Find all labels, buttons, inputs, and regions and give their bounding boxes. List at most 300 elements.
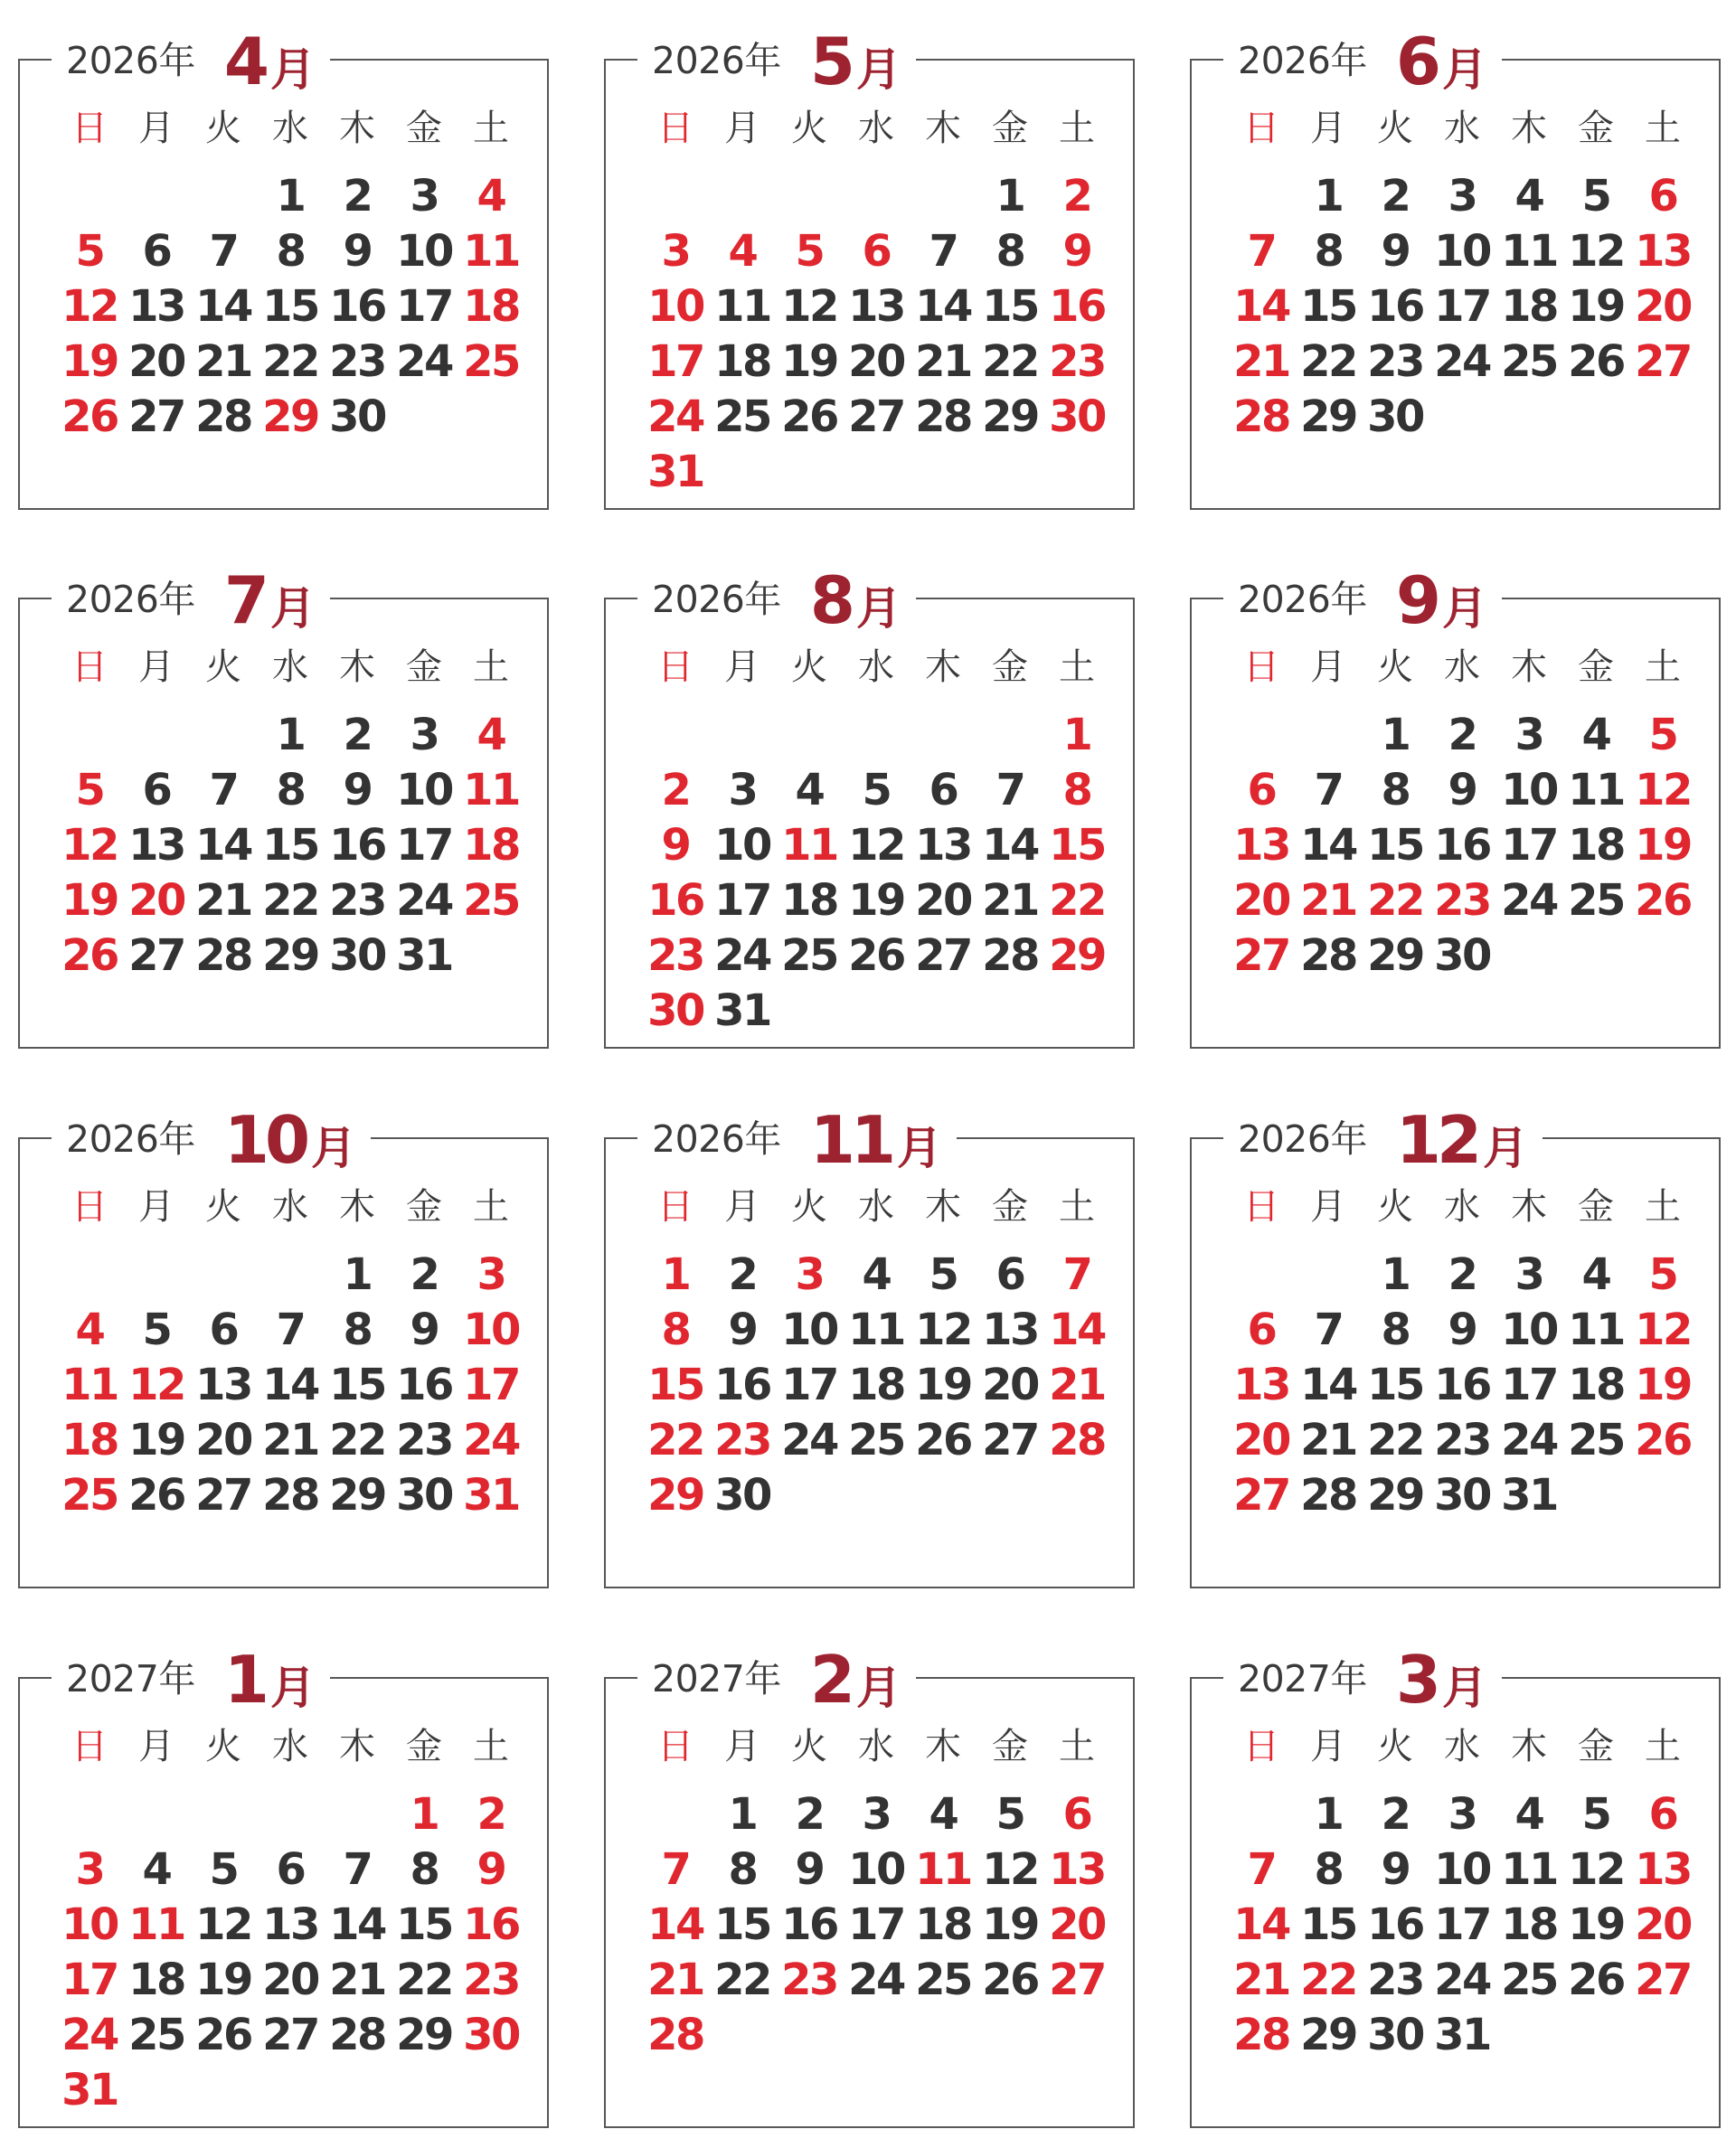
day-cell: 4 [1514, 171, 1543, 221]
day-cell: 8 [343, 1305, 372, 1355]
day-cell: 22 [396, 1955, 452, 2005]
day-cell: 9 [1381, 1844, 1410, 1895]
day-cell: 16 [463, 1899, 519, 1950]
weekday-label: 火 [1377, 1186, 1413, 1228]
day-cell: 6 [1247, 765, 1276, 815]
year-label: 2027年 [652, 1657, 781, 1700]
month-kanji: 月 [855, 1662, 901, 1714]
day-cell: 20 [915, 875, 971, 926]
month-number: 12 [1395, 1102, 1478, 1178]
weekday-label: 土 [1645, 1726, 1681, 1767]
day-cell: 23 [1049, 336, 1105, 387]
day-cell: 7 [929, 226, 958, 277]
weekday-label: 木 [339, 108, 375, 149]
empty-cell [1228, 708, 1295, 763]
day-cell: 29 [1367, 930, 1423, 981]
day-cell: 31 [61, 2065, 118, 2115]
day-cell: 1 [1314, 1789, 1343, 1840]
month-number: 4 [223, 24, 265, 99]
day-cell: 3 [1514, 710, 1543, 760]
day-cell: 28 [1049, 1415, 1105, 1465]
weekday-label: 土 [473, 1726, 509, 1767]
day-cell: 5 [1581, 171, 1610, 221]
day-cell: 6 [929, 765, 958, 815]
day-cell: 18 [463, 820, 519, 871]
day-cell: 21 [195, 875, 251, 926]
month-calendar [1190, 1102, 1721, 1588]
day-cell: 21 [982, 875, 1038, 926]
empty-cell [190, 1787, 257, 1842]
day-cell: 20 [1233, 1415, 1289, 1465]
empty-cell [910, 708, 976, 763]
day-cell: 7 [1314, 1305, 1343, 1355]
day-cell: 21 [915, 336, 971, 387]
day-cell: 12 [1635, 765, 1691, 815]
day-cell: 21 [1233, 1955, 1289, 2005]
day-cell: 8 [1381, 1305, 1410, 1355]
day-cell: 4 [1581, 710, 1610, 760]
month-number: 1 [223, 1642, 265, 1718]
day-cell: 5 [75, 226, 104, 277]
weekday-label: 火 [1377, 1726, 1413, 1767]
year-label: 2027年 [1238, 1657, 1367, 1700]
day-cell: 30 [1434, 930, 1490, 981]
day-cell: 26 [128, 1470, 184, 1521]
day-cell: 26 [61, 391, 118, 442]
day-cell: 28 [1300, 1470, 1356, 1521]
day-cell: 2 [476, 1789, 505, 1840]
weekday-label: 水 [858, 1186, 894, 1228]
day-cell: 9 [795, 1844, 824, 1895]
year-label: 2026年 [1238, 578, 1367, 621]
day-cell: 12 [195, 1899, 251, 1950]
day-cell: 17 [781, 1360, 837, 1410]
day-cell: 2 [1448, 710, 1477, 760]
day-cell: 31 [647, 447, 703, 497]
day-cell: 5 [75, 765, 104, 815]
day-cell: 20 [1049, 1899, 1105, 1950]
day-cell: 16 [647, 875, 703, 926]
day-cell: 30 [463, 2010, 519, 2060]
empty-cell [843, 708, 910, 763]
day-cell: 17 [1434, 281, 1490, 332]
weekday-label: 土 [473, 1186, 509, 1228]
day-cell: 3 [75, 1844, 104, 1895]
day-cell: 24 [848, 1955, 904, 2005]
weekday-label: 水 [272, 1726, 308, 1767]
day-cell: 10 [714, 820, 770, 871]
day-cell: 14 [195, 820, 251, 871]
day-cell: 1 [343, 1249, 372, 1300]
empty-cell [843, 169, 910, 224]
day-cell: 6 [862, 226, 891, 277]
day-cell: 15 [1300, 281, 1356, 332]
day-cell: 12 [982, 1844, 1038, 1895]
empty-cell [776, 169, 843, 224]
day-cell: 21 [329, 1955, 385, 2005]
day-cell: 15 [647, 1360, 703, 1410]
day-cell: 4 [75, 1305, 104, 1355]
day-cell: 30 [1434, 1470, 1490, 1521]
day-cell: 29 [1049, 930, 1105, 981]
weekday-label: 水 [1444, 108, 1480, 149]
day-cell: 15 [1300, 1899, 1356, 1950]
weekday-row [642, 1184, 1110, 1229]
day-cell: 14 [329, 1899, 385, 1950]
empty-cell [190, 708, 257, 763]
day-cell: 16 [329, 820, 385, 871]
day-cell: 20 [128, 336, 184, 387]
day-cell: 6 [142, 765, 171, 815]
weekday-label: 月 [1310, 1186, 1346, 1228]
weekday-label: 月 [724, 1186, 760, 1228]
day-cell: 31 [463, 1470, 519, 1521]
month-header [637, 1641, 916, 1718]
day-grid [642, 1248, 1110, 1523]
day-cell: 8 [410, 1844, 439, 1895]
day-cell: 27 [915, 930, 971, 981]
day-cell: 24 [1501, 1415, 1557, 1465]
day-cell: 15 [262, 820, 318, 871]
day-cell: 23 [1434, 1415, 1490, 1465]
month-kanji: 月 [269, 582, 316, 635]
day-cell: 27 [128, 391, 184, 442]
day-cell: 17 [1501, 1360, 1557, 1410]
day-cell: 4 [1514, 1789, 1543, 1840]
day-cell: 8 [728, 1844, 757, 1895]
day-cell: 17 [1501, 820, 1557, 871]
day-cell: 21 [262, 1415, 318, 1465]
month-kanji: 月 [269, 1662, 316, 1714]
day-cell: 3 [410, 710, 439, 760]
month-header [1223, 1101, 1543, 1178]
day-cell: 25 [848, 1415, 904, 1465]
weekday-label: 金 [1578, 646, 1614, 688]
day-cell: 29 [262, 391, 318, 442]
weekday-label: 月 [1310, 646, 1346, 688]
weekday-label: 土 [473, 108, 509, 149]
day-grid [56, 1787, 524, 2118]
day-cell: 22 [714, 1955, 770, 2005]
month-number: 10 [223, 1102, 307, 1178]
day-cell: 25 [1501, 1955, 1557, 2005]
day-cell: 6 [1648, 1789, 1677, 1840]
day-cell: 31 [714, 985, 770, 1036]
weekday-label: 土 [1059, 1186, 1095, 1228]
day-cell: 5 [929, 1249, 958, 1300]
day-cell: 5 [1648, 1249, 1677, 1300]
day-cell: 15 [1049, 820, 1105, 871]
day-cell: 22 [1300, 336, 1356, 387]
weekday-label: 日 [1243, 1726, 1279, 1767]
day-cell: 16 [1434, 1360, 1490, 1410]
day-cell: 1 [1314, 171, 1343, 221]
day-cell: 23 [1367, 336, 1423, 387]
day-cell: 27 [982, 1415, 1038, 1465]
day-cell: 13 [915, 820, 971, 871]
day-cell: 22 [262, 336, 318, 387]
day-cell: 27 [128, 930, 184, 981]
day-cell: 8 [661, 1305, 690, 1355]
day-cell: 13 [1635, 226, 1691, 277]
day-grid [1228, 1787, 1696, 2063]
empty-cell [709, 169, 776, 224]
weekday-label: 木 [925, 1186, 961, 1228]
weekday-label: 火 [205, 646, 241, 688]
day-cell: 19 [195, 1955, 251, 2005]
weekday-label: 日 [657, 646, 693, 688]
day-cell: 28 [1233, 2010, 1289, 2060]
day-cell: 5 [795, 226, 824, 277]
weekday-label: 土 [1645, 1186, 1681, 1228]
day-cell: 25 [1501, 336, 1557, 387]
day-cell: 2 [410, 1249, 439, 1300]
day-cell: 20 [195, 1415, 251, 1465]
day-cell: 25 [61, 1470, 118, 1521]
weekday-row [56, 645, 524, 690]
month-calendar [18, 24, 549, 510]
month-kanji: 月 [1441, 1662, 1487, 1714]
day-cell: 27 [1233, 930, 1289, 981]
day-cell: 12 [61, 281, 118, 332]
day-cell: 14 [915, 281, 971, 332]
weekday-label: 木 [925, 1726, 961, 1767]
day-cell: 25 [128, 2010, 184, 2060]
day-cell: 2 [1448, 1249, 1477, 1300]
day-cell: 14 [1300, 820, 1356, 871]
weekday-label: 火 [791, 1726, 827, 1767]
day-cell: 3 [862, 1789, 891, 1840]
day-cell: 13 [128, 281, 184, 332]
empty-cell [123, 1787, 190, 1842]
day-grid [1228, 169, 1696, 445]
day-cell: 28 [1300, 930, 1356, 981]
weekday-label: 月 [724, 646, 760, 688]
weekday-label: 土 [1059, 1726, 1095, 1767]
weekday-label: 木 [925, 108, 961, 149]
weekday-label: 木 [925, 646, 961, 688]
day-cell: 23 [396, 1415, 452, 1465]
day-cell: 28 [195, 930, 251, 981]
day-cell: 23 [1434, 875, 1490, 926]
day-cell: 26 [781, 391, 837, 442]
day-cell: 23 [781, 1955, 837, 2005]
weekday-label: 日 [1243, 646, 1279, 688]
day-cell: 29 [1367, 1470, 1423, 1521]
month-header [52, 1641, 330, 1718]
day-cell: 6 [276, 1844, 305, 1895]
day-cell: 13 [128, 820, 184, 871]
day-cell: 18 [61, 1415, 118, 1465]
day-cell: 30 [1049, 391, 1105, 442]
day-cell: 2 [661, 765, 690, 815]
weekday-label: 水 [858, 1726, 894, 1767]
day-cell: 19 [61, 875, 118, 926]
weekday-label: 日 [1243, 1186, 1279, 1228]
weekday-label: 日 [71, 1186, 108, 1228]
day-cell: 31 [1501, 1470, 1557, 1521]
day-cell: 18 [714, 336, 770, 387]
day-cell: 24 [781, 1415, 837, 1465]
weekday-label: 水 [1444, 646, 1480, 688]
day-cell: 3 [1448, 1789, 1477, 1840]
month-calendar [604, 24, 1135, 510]
day-cell: 19 [915, 1360, 971, 1410]
day-cell: 20 [848, 336, 904, 387]
day-cell: 28 [329, 2010, 385, 2060]
empty-cell [1228, 1248, 1295, 1303]
day-cell: 18 [463, 281, 519, 332]
month-header [1223, 561, 1502, 636]
day-cell: 22 [1367, 875, 1423, 926]
day-cell: 8 [1314, 1844, 1343, 1895]
month-header [1223, 23, 1502, 97]
day-cell: 19 [781, 336, 837, 387]
day-cell: 2 [343, 171, 372, 221]
day-cell: 17 [714, 875, 770, 926]
day-cell: 31 [1434, 2010, 1490, 2060]
day-cell: 17 [396, 281, 452, 332]
day-cell: 2 [728, 1249, 757, 1300]
day-cell: 21 [195, 336, 251, 387]
day-cell: 10 [396, 765, 452, 815]
empty-cell [56, 1248, 123, 1303]
day-cell: 11 [1568, 765, 1624, 815]
day-cell: 30 [396, 1470, 452, 1521]
day-cell: 19 [1635, 820, 1691, 871]
weekday-label: 土 [473, 646, 509, 688]
weekday-label: 木 [339, 1726, 375, 1767]
day-cell: 5 [1581, 1789, 1610, 1840]
year-label: 2026年 [652, 578, 781, 621]
day-cell: 28 [915, 391, 971, 442]
day-cell: 5 [862, 765, 891, 815]
weekday-label: 月 [724, 1726, 760, 1767]
day-cell: 23 [647, 930, 703, 981]
year-label: 2026年 [66, 578, 195, 621]
day-cell: 12 [1635, 1305, 1691, 1355]
day-cell: 6 [1062, 1789, 1091, 1840]
empty-cell [1228, 169, 1295, 224]
day-cell: 11 [714, 281, 770, 332]
day-cell: 26 [982, 1955, 1038, 2005]
day-cell: 28 [982, 930, 1038, 981]
day-cell: 8 [1062, 765, 1091, 815]
day-cell: 19 [1568, 281, 1624, 332]
month-number: 9 [1395, 562, 1437, 638]
month-header [52, 1101, 371, 1178]
weekday-label: 金 [406, 646, 442, 688]
weekday-label: 月 [138, 1726, 175, 1767]
month-number: 5 [809, 24, 851, 99]
day-cell: 26 [1635, 875, 1691, 926]
weekday-label: 水 [272, 646, 308, 688]
day-cell: 11 [463, 765, 519, 815]
empty-cell [976, 708, 1043, 763]
month-header [637, 561, 916, 636]
day-cell: 9 [728, 1305, 757, 1355]
day-cell: 11 [1501, 1844, 1557, 1895]
weekday-label: 木 [1511, 1186, 1547, 1228]
day-cell: 4 [929, 1789, 958, 1840]
weekday-label: 土 [1645, 108, 1681, 149]
weekday-label: 火 [791, 108, 827, 149]
empty-cell [190, 1248, 257, 1303]
weekday-label: 木 [339, 1186, 375, 1228]
day-cell: 23 [329, 336, 385, 387]
day-cell: 14 [1049, 1305, 1105, 1355]
day-cell: 8 [276, 765, 305, 815]
day-cell: 22 [262, 875, 318, 926]
weekday-label: 水 [272, 1186, 308, 1228]
month-calendar [1190, 24, 1721, 510]
day-grid [642, 1787, 1110, 2063]
weekday-label: 金 [1578, 108, 1614, 149]
month-number: 8 [809, 562, 851, 638]
day-cell: 12 [915, 1305, 971, 1355]
day-cell: 7 [1062, 1249, 1091, 1300]
day-cell: 22 [1049, 875, 1105, 926]
day-cell: 13 [1635, 1844, 1691, 1895]
weekday-label: 月 [724, 108, 760, 149]
month-number: 3 [1395, 1642, 1437, 1718]
weekday-label: 火 [205, 108, 241, 149]
month-kanji: 月 [1441, 582, 1487, 635]
day-cell: 14 [982, 820, 1038, 871]
empty-cell [1228, 1787, 1295, 1842]
weekday-label: 火 [205, 1726, 241, 1767]
empty-cell [123, 708, 190, 763]
day-cell: 4 [476, 710, 505, 760]
day-cell: 3 [795, 1249, 824, 1300]
day-cell: 17 [396, 820, 452, 871]
day-cell: 1 [1381, 710, 1410, 760]
day-cell: 4 [862, 1249, 891, 1300]
day-cell: 15 [396, 1899, 452, 1950]
weekday-label: 火 [791, 646, 827, 688]
day-cell: 23 [714, 1415, 770, 1465]
weekday-label: 金 [1578, 1186, 1614, 1228]
day-cell: 31 [396, 930, 452, 981]
day-cell: 12 [781, 281, 837, 332]
day-cell: 3 [1514, 1249, 1543, 1300]
weekday-label: 金 [406, 1186, 442, 1228]
day-cell: 21 [1233, 336, 1289, 387]
day-cell: 14 [1233, 281, 1289, 332]
weekday-label: 木 [339, 646, 375, 688]
weekday-row [56, 1724, 524, 1769]
day-cell: 9 [476, 1844, 505, 1895]
day-cell: 7 [1247, 226, 1276, 277]
day-cell: 20 [128, 875, 184, 926]
day-cell: 1 [661, 1249, 690, 1300]
day-cell: 15 [329, 1360, 385, 1410]
weekday-label: 土 [1645, 646, 1681, 688]
day-cell: 30 [329, 391, 385, 442]
month-kanji: 月 [855, 582, 901, 635]
day-cell: 29 [982, 391, 1038, 442]
day-cell: 16 [329, 281, 385, 332]
weekday-row [642, 106, 1110, 151]
weekday-label: 月 [138, 1186, 175, 1228]
day-cell: 9 [343, 765, 372, 815]
empty-cell [1295, 708, 1362, 763]
day-cell: 3 [728, 765, 757, 815]
day-cell: 3 [661, 226, 690, 277]
weekday-label: 水 [1444, 1186, 1480, 1228]
day-cell: 1 [995, 171, 1024, 221]
day-cell: 29 [1300, 391, 1356, 442]
